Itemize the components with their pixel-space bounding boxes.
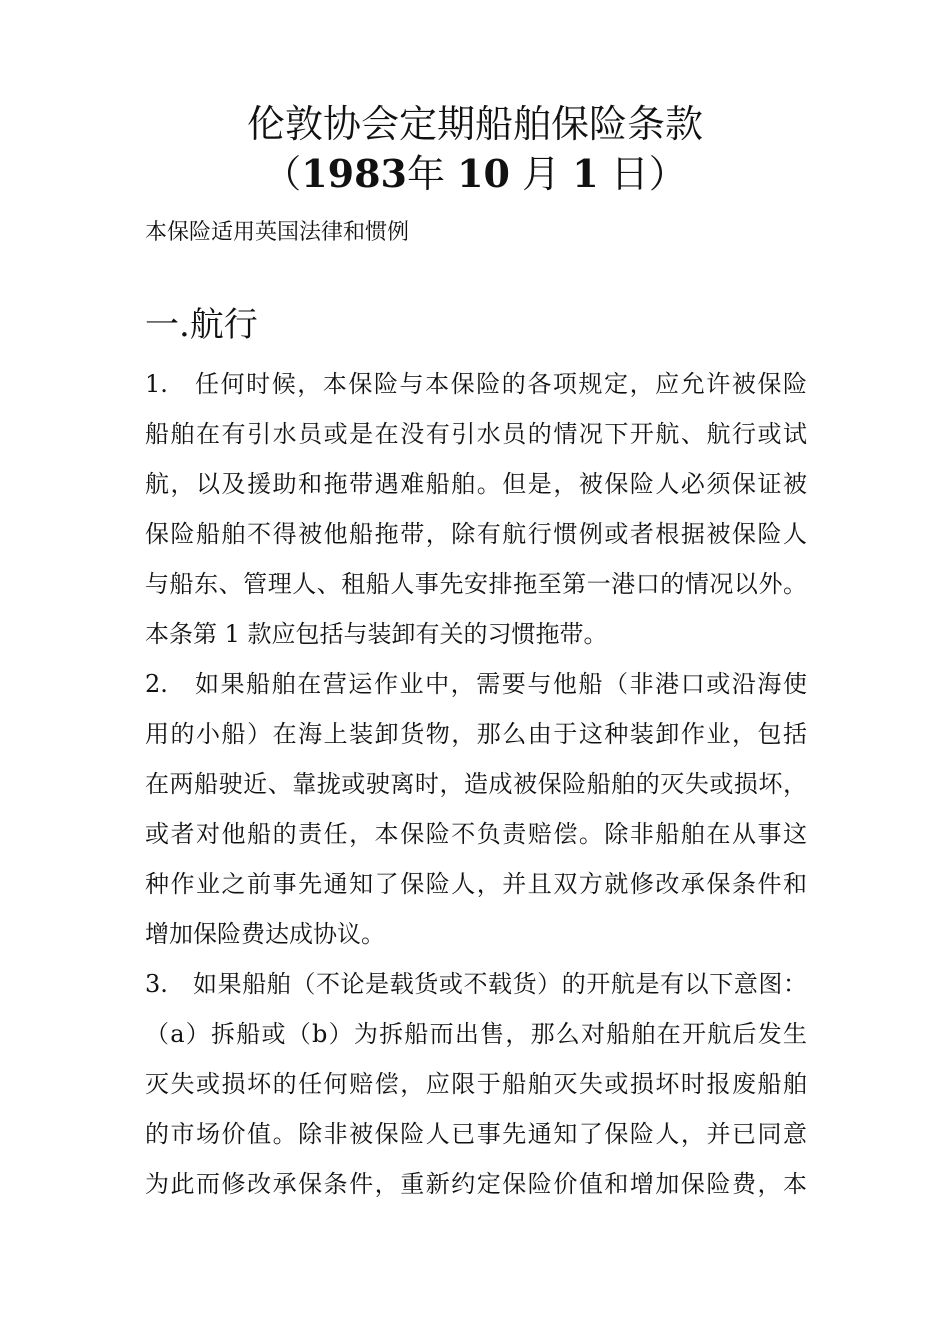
date-year: 1983: [301, 151, 407, 196]
section-heading: 一.航行: [145, 305, 258, 345]
text-line: 3. 如果船舶（不论是载货或不载货）的开航是有以下意图：: [145, 970, 807, 998]
text-line: 灭失或损坏的任何赔偿，应限于船舶灭失或损坏时报废船舶: [145, 1070, 807, 1098]
text-line: 的市场价值。除非被保险人已事先通知了保险人，并已同意: [145, 1120, 807, 1148]
text-line: 种作业之前事先通知了保险人，并且双方就修改承保条件和: [145, 870, 807, 898]
date-day-unit: 日: [610, 152, 649, 196]
document-subtitle: 本保险适用英国法律和惯例: [145, 220, 410, 245]
text-line: 为此而修改承保条件，重新约定保险价值和增加保险费，本: [145, 1170, 807, 1198]
date-year-unit: 年: [407, 152, 446, 196]
text-line: 增加保险费达成协议。: [145, 920, 385, 948]
date-close-paren: ）: [648, 152, 687, 196]
text-line: 2. 如果船舶在营运作业中，需要与他船（非港口或沿海使: [145, 670, 807, 698]
text-line: 保险船舶不得被他船拖带，除有航行惯例或者根据被保险人: [145, 520, 807, 548]
text-line: 船舶在有引水员或是在没有引水员的情况下开航、航行或试: [145, 420, 807, 448]
date-day: 1: [572, 151, 599, 196]
document-title: 伦敦协会定期船舶保险条款: [246, 102, 703, 146]
text-line: 1. 任何时候，本保险与本保险的各项规定，应允许被保险: [145, 370, 807, 398]
text-line: 与船东、管理人、租船人事先安排拖至第一港口的情况以外。: [145, 570, 807, 598]
text-line: 本条第 1 款应包括与装卸有关的习惯拖带。: [145, 620, 608, 648]
text-line: （a）拆船或（b）为拆船而出售，那么对船舶在开航后发生: [145, 1020, 807, 1048]
text-line: 或者对他船的责任，本保险不负责赔偿。除非船舶在从事这: [145, 820, 807, 848]
document-date: [0, 150, 950, 198]
text-line: 用的小船）在海上装卸货物，那么由于这种装卸作业，包括: [145, 720, 807, 748]
date-month: 10: [457, 151, 510, 196]
date-month-unit: 月: [522, 152, 561, 196]
date-open-paren: （: [263, 152, 302, 196]
text-line: 在两船驶近、靠拢或驶离时，造成被保险船舶的灭失或损坏，: [145, 770, 807, 798]
text-line: 航，以及援助和拖带遇难船舶。但是，被保险人必须保证被: [145, 470, 807, 498]
